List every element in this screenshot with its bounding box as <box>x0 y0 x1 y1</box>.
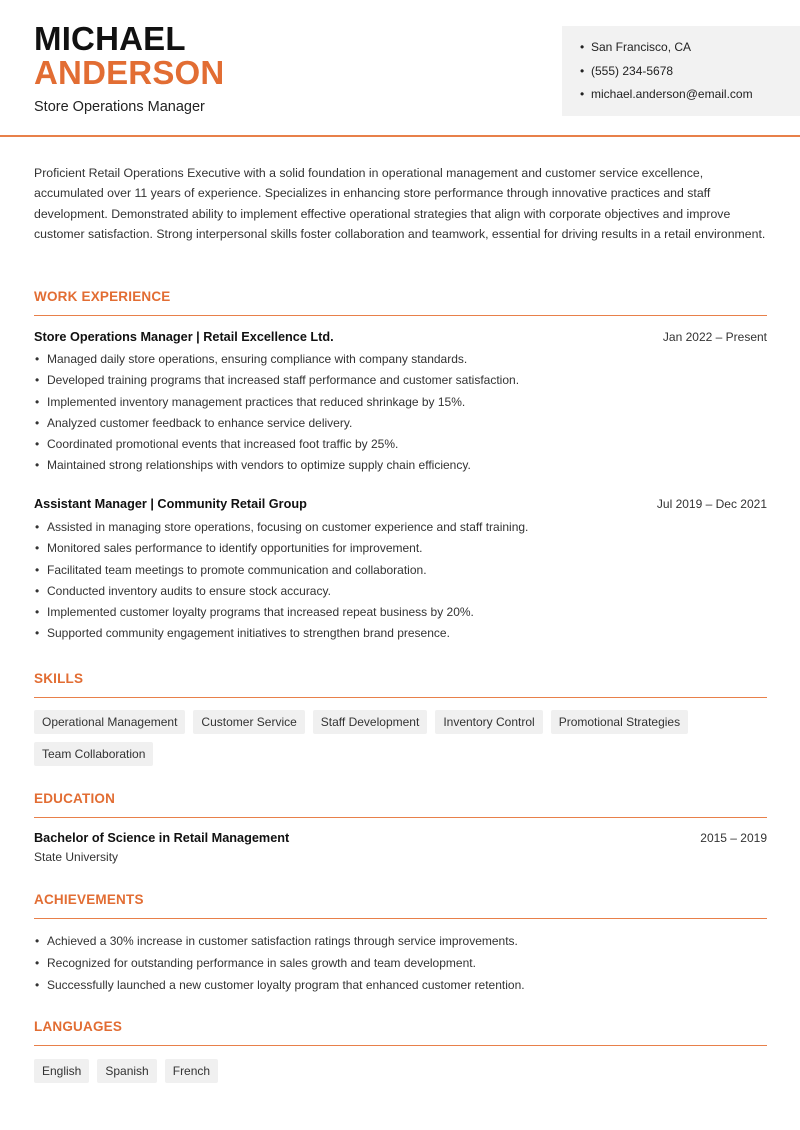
contact-email <box>580 86 800 110</box>
education-section <box>34 791 767 818</box>
section-title-work: WORK EXPERIENCE <box>34 289 171 304</box>
list-item: • Successfully launched a new customer loyalty program that enhanced customer retention. <box>34 974 767 996</box>
list-item: • Supported community engagement initiatives to strengthen brand presence. <box>34 623 767 644</box>
bullet-icon: • <box>580 40 585 54</box>
section-title-skills: SKILLS <box>34 671 84 686</box>
contact-box <box>562 26 800 116</box>
summary-section <box>34 163 767 245</box>
contact-location <box>580 39 800 63</box>
list-item: • Coordinated promotional events that increased foot traffic by 25%. <box>34 434 767 455</box>
job-header <box>34 497 767 511</box>
languages-section <box>34 1019 767 1046</box>
skills-chips <box>34 710 767 774</box>
education-entry <box>34 831 767 864</box>
section-divider <box>34 918 767 919</box>
education-dates: 2015 – 2019 <box>700 831 767 845</box>
job-dates: Jul 2019 – Dec 2021 <box>656 497 767 511</box>
section-divider <box>34 697 767 698</box>
achievements-section <box>34 892 767 919</box>
job-role: Store Operations Manager | Retail Excellence Ltd. <box>34 330 334 344</box>
job-bullets <box>34 349 767 477</box>
education-header <box>34 831 767 845</box>
job-role: Assistant Manager | Community Retail Group <box>34 497 307 511</box>
phone-text: (555) 234-5678 <box>591 63 674 78</box>
skill-chip: Customer Service <box>193 710 304 734</box>
section-divider <box>34 1045 767 1046</box>
list-item: • Achieved a 30% increase in customer satisfaction ratings through service improvements. <box>34 930 767 952</box>
list-item: • Analyzed customer feedback to enhance service delivery. <box>34 413 767 434</box>
list-item: • Managed daily store operations, ensuring compliance with company standards. <box>34 349 767 370</box>
email-text: michael.anderson@email.com <box>591 87 753 101</box>
languages-chips <box>34 1059 767 1091</box>
degree: Bachelor of Science in Retail Management <box>34 831 290 845</box>
candidate-name <box>34 22 224 90</box>
section-divider <box>34 315 767 316</box>
section-title-languages: LANGUAGES <box>34 1019 123 1034</box>
language-chip: French <box>165 1059 218 1083</box>
achievements-list <box>34 930 767 996</box>
list-item: • Facilitated team meetings to promote communication and collaboration. <box>34 560 767 581</box>
section-title-education: EDUCATION <box>34 791 116 806</box>
location-text: San Francisco, CA <box>591 40 692 54</box>
summary-text: Proficient Retail Operations Executive with a solid foundation in operational management and customer service excellence, accumulated over 11 years of experience. Specializes in enhancing store performance through innovative practices and staff development. Demonstrated ability to implement effective operational strategies that align with corporate objectives and improve customer satisfaction. Strong interpersonal skills foster collaboration and teamwork, essential for driving results in a retail environment. <box>34 166 766 242</box>
bullet-icon: • <box>580 63 585 78</box>
list-item: • Implemented inventory management practices that reduced shrinkage by 15%. <box>34 392 767 413</box>
list-item: • Maintained strong relationships with vendors to optimize supply chain efficiency. <box>34 455 767 476</box>
contact-phone <box>580 63 800 87</box>
skill-chip: Operational Management <box>34 710 185 734</box>
list-item: • Recognized for outstanding performance in sales growth and team development. <box>34 952 767 974</box>
list-item: • Assisted in managing store operations, focusing on customer experience and staff training. <box>34 517 767 538</box>
list-item: • Conducted inventory audits to ensure stock accuracy. <box>34 581 767 602</box>
first-name: MICHAEL <box>34 20 186 57</box>
section-title-achievements: ACHIEVEMENTS <box>34 892 144 907</box>
skill-chip: Inventory Control <box>435 710 542 734</box>
job-header <box>34 330 767 344</box>
language-chip: Spanish <box>97 1059 156 1083</box>
last-name: ANDERSON <box>34 54 225 91</box>
skills-section <box>34 671 767 698</box>
job-bullets <box>34 517 767 645</box>
job-title: Store Operations Manager <box>34 99 205 115</box>
skill-chip: Team Collaboration <box>34 742 153 766</box>
list-item: • Implemented customer loyalty programs that increased repeat business by 20%. <box>34 602 767 623</box>
job-dates: Jan 2022 – Present <box>662 330 767 344</box>
school: State University <box>34 850 119 864</box>
skill-chip: Promotional Strategies <box>551 710 688 734</box>
resume-header <box>0 0 800 137</box>
job-entry <box>34 497 767 645</box>
skill-chip: Staff Development <box>313 710 428 734</box>
section-divider <box>34 817 767 818</box>
job-entry <box>34 330 767 477</box>
list-item: • Developed training programs that increased staff performance and customer satisfaction. <box>34 370 767 391</box>
language-chip: English <box>34 1059 89 1083</box>
work-experience-section <box>34 289 767 316</box>
bullet-icon: • <box>580 87 585 101</box>
list-item: • Monitored sales performance to identify opportunities for improvement. <box>34 538 767 559</box>
